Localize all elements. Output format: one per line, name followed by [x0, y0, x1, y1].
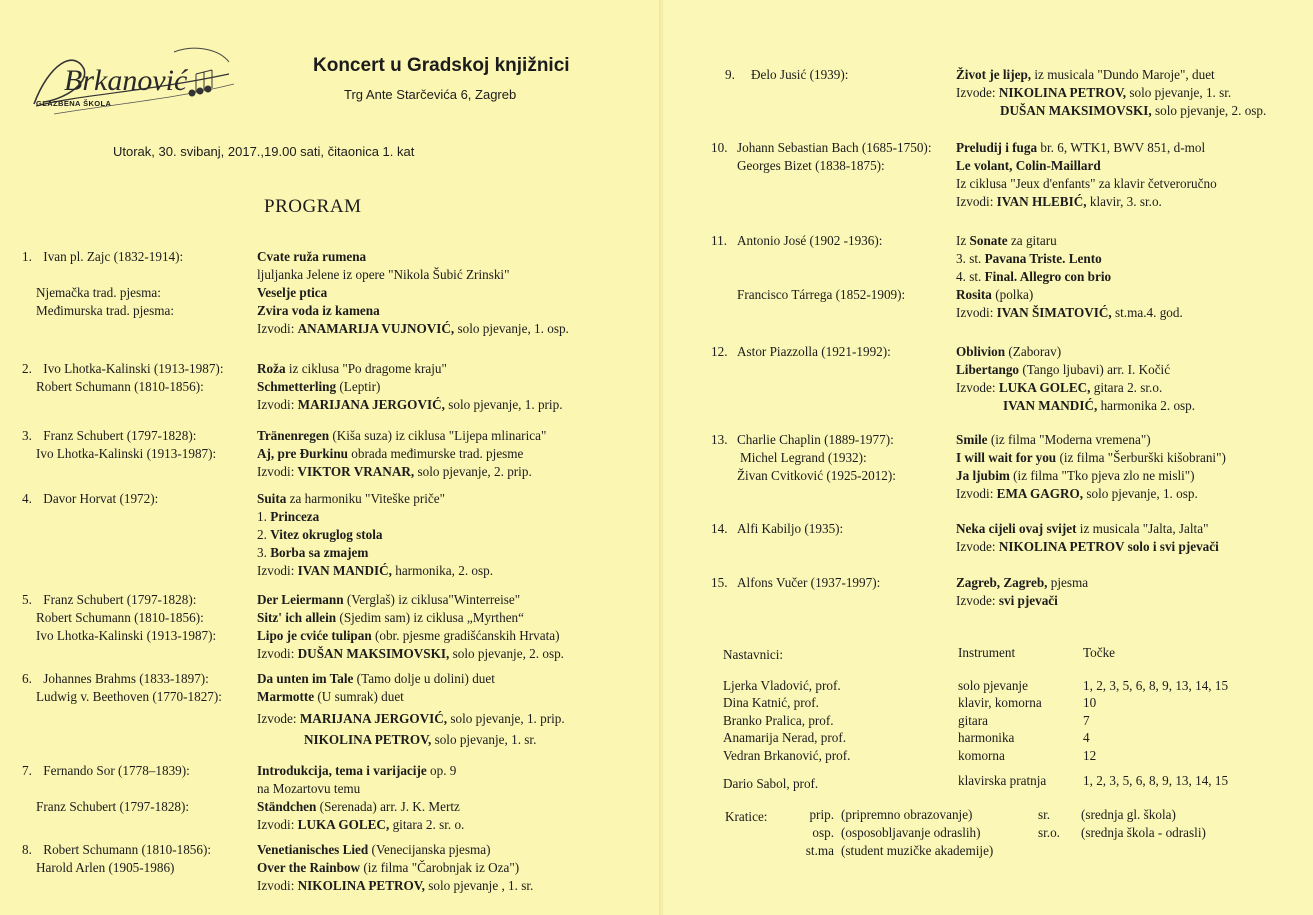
teachers-points [1083, 677, 1228, 764]
item-9-composers: 9. Đelo Jusić (1939): [725, 67, 849, 82]
item-14-works: Neka cijeli ovaj svijet iz musicala "Jalta, Jalta" Izvode: NIKOLINA PETROV solo i svi pjevači [956, 521, 1219, 554]
item-10-works: Preludij i fuga br. 6, WTK1, BWV 851, d-mol Le volant, Colin-Maillard Iz ciklusa "Jeux d'enfants" za klavir četveroručno Izvodi: IVAN HLEBIĆ, klavir, 3. sr.o. [956, 140, 1217, 209]
item-13-works: Smile (iz filma "Moderna vremena") I will wait for you (iz filma "Šerburški kišobrani") Ja ljubim (iz filma "Tko pjeva zlo ne misli") Izvodi: EMA GAGRO, solo pjevanje, 1. osp. [956, 432, 1226, 501]
teacher-name: Vedran Brkanović, prof. [723, 747, 851, 763]
item-3-works: Tränenregen (Kiša suza) iz ciklusa "Lijepa mlinarica" Aj, pre Đurkinu obrada međimurske trad. pjesme Izvodi: VIKTOR VRANAR, solo pjevanje, 2. prip. [257, 428, 547, 479]
teachers-header-name: Nastavnici: [723, 647, 784, 662]
item-4-composers: 4. Davor Horvat (1972): [22, 491, 159, 506]
item-9-works: Život je lijep, iz musicala "Dundo Maroje", duet Izvode: NIKOLINA PETROV, solo pjevanje, 1. sr. DUŠAN MAKSIMOVSKI, solo pjevanje, 2. osp. [956, 67, 1267, 118]
item-1-works: Cvate ruža rumena ljuljanka Jelene iz opere "Nikola Šubić Zrinski" Veselje ptica Zvira voda iz kamena Izvodi: ANAMARIJA VUJNOVIĆ, solo pjevanje, 1. osp. [257, 249, 569, 336]
abbr-descriptions-2: (srednja gl. škola) (srednja škola - odrasli) [1081, 807, 1206, 840]
item-13-composers: 13. Charlie Chaplin (1889-1977): Michel Legrand (1932): Živan Cvitković (1925-2012): [711, 432, 896, 483]
teachers-header-points: Točke [1083, 645, 1116, 660]
teacher-instrument: gitara [958, 712, 989, 728]
right-page [663, 0, 1313, 915]
concert-address: Trg Ante Starčevića 6, Zagreb [344, 87, 517, 102]
item-15-composers: 15. Alfons Vučer (1937-1997): [711, 575, 881, 590]
teacher-points: 7 [1083, 712, 1090, 728]
accompanist-instrument: klavirska pratnja [958, 773, 1047, 788]
teacher-name: Branko Pralica, prof. [723, 712, 834, 728]
item-5-composers: 5. Franz Schubert (1797-1828): Robert Schumann (1810-1856): Ivo Lhotka-Kalinski (1913-1987): [22, 592, 217, 643]
item-11-composers: 11. Antonio José (1902 -1936): Francisco Tárrega (1852-1909): [711, 233, 906, 302]
teacher-points: 10 [1083, 695, 1097, 711]
teacher-name: Dina Katnić, prof. [723, 695, 819, 711]
teachers-instruments [958, 677, 1042, 764]
item-6-works: Da unten im Tale (Tamo dolje u dolini) duet Marmotte (U sumrak) duet Izvode: MARIJANA JERGOVIĆ, solo pjevanje, 1. prip. NIKOLINA PETROV, solo pjevanje, 1. sr. [257, 671, 565, 747]
teacher-name: Anamarija Nerad, prof. [723, 730, 847, 746]
school-logo [24, 44, 239, 132]
teacher-points: 12 [1083, 747, 1097, 763]
teacher-instrument: klavir, komorna [958, 695, 1042, 711]
item-8-composers: 8. Robert Schumann (1810-1856): Harold Arlen (1905-1986) [22, 842, 212, 875]
abbreviations-label: Kratice: [725, 809, 768, 824]
accompanist-name: Dario Sabol, prof. [723, 776, 819, 791]
teacher-points: 4 [1083, 730, 1090, 746]
teacher-instrument: solo pjevanje [958, 678, 1028, 693]
item-2-composers: 2. Ivo Lhotka-Kalinski (1913-1987): Robert Schumann (1810-1856): [22, 361, 224, 394]
abbr-descriptions: (pripremno obrazovanje) (osposobljavanje odraslih) (student muzičke akademije) [841, 807, 994, 858]
concert-date: Utorak, 30. svibanj, 2017.,19.00 sati, čitaonica 1. kat [113, 144, 415, 159]
item-15-works: Zagreb, Zagreb, pjesma Izvode: svi pjevači [956, 575, 1089, 608]
accompanist-points: 1, 2, 3, 5, 6, 8, 9, 13, 14, 15 [1083, 773, 1229, 788]
concert-title: Koncert u Gradskoj knjižnici [313, 55, 570, 76]
item-7-composers: 7. Fernando Sor (1778–1839): Franz Schubert (1797-1828): [22, 763, 190, 814]
teacher-instrument: komorna [958, 747, 1005, 763]
item-4-works: Suita za harmoniku "Viteške priče" 1. Princeza 2. Vitez okruglog stola 3. Borba sa zmajem Izvodi: IVAN MANDIĆ, harmonika, 2. osp. [257, 491, 494, 578]
item-3-composers: 3. Franz Schubert (1797-1828): Ivo Lhotka-Kalinski (1913-1987): [22, 428, 217, 461]
item-12-composers: 12. Astor Piazzolla (1921-1992): [711, 344, 891, 359]
teachers-names [723, 677, 850, 764]
item-10-composers: 10. Johann Sebastian Bach (1685-1750): Georges Bizet (1838-1875): [711, 140, 932, 173]
abbr-keys-2: sr. sr.o. [1038, 807, 1060, 840]
school-name: GLAZBENA ŠKOLA [36, 99, 112, 108]
teacher-points: 1, 2, 3, 5, 6, 8, 9, 13, 14, 15 [1083, 678, 1229, 693]
item-1-composers: 1. Ivan pl. Zajc (1832-1914): Njemačka trad. pjesma: Međimurska trad. pjesma: [22, 249, 184, 318]
item-8-works: Venetianisches Lied (Venecijanska pjesma) Over the Rainbow (iz filma "Čarobnjak iz Oza") Izvodi: NIKOLINA PETROV, solo pjevanje , 1. sr. [257, 842, 534, 893]
teachers-header-instrument: Instrument [958, 645, 1016, 660]
item-5-works: Der Leiermann (Verglaš) iz ciklusa"Winterreise" Sitz' ich allein (Sjedim sam) iz ciklusa „Myrthen“ Lipo je cviće tulipan (obr. pjesme gradišćanskih Hrvata) Izvodi: DUŠAN MAKSIMOVSKI, solo pjevanje, 2. osp. [257, 592, 564, 661]
item-6-composers: 6. Johannes Brahms (1833-1897): Ludwig v. Beethoven (1770-1827): [22, 671, 222, 704]
item-7-works: Introdukcija, tema i varijacije op. 9 na Mozartovu temu Ständchen (Serenada) arr. J. K. Mertz Izvodi: LUKA GOLEC, gitara 2. sr. o. [257, 763, 465, 832]
item-14-composers: 14. Alfi Kabiljo (1935): [711, 521, 844, 536]
teacher-name: Ljerka Vladović, prof. [723, 678, 841, 693]
logo-wordmark: Brkanović [64, 64, 188, 97]
program-heading: PROGRAM [264, 196, 362, 217]
item-11-works: Iz Sonate za gitaru 3. st. Pavana Triste. Lento 4. st. Final. Allegro con brio Rosita (polka) Izvodi: IVAN ŠIMATOVIĆ, st.ma.4. god. [956, 233, 1183, 320]
abbr-keys: prip. osp. st.ma [805, 807, 834, 858]
item-12-works: Oblivion (Zaborav) Libertango (Tango ljubavi) arr. I. Kočić Izvode: LUKA GOLEC, gitara 2. sr.o. IVAN MANDIĆ, harmonika 2. osp. [956, 344, 1196, 413]
item-2-works: Roža iz ciklusa "Po dragome kraju" Schmetterling (Leptir) Izvodi: MARIJANA JERGOVIĆ, solo pjevanje, 1. prip. [257, 361, 563, 412]
teacher-instrument: harmonika [958, 730, 1015, 746]
